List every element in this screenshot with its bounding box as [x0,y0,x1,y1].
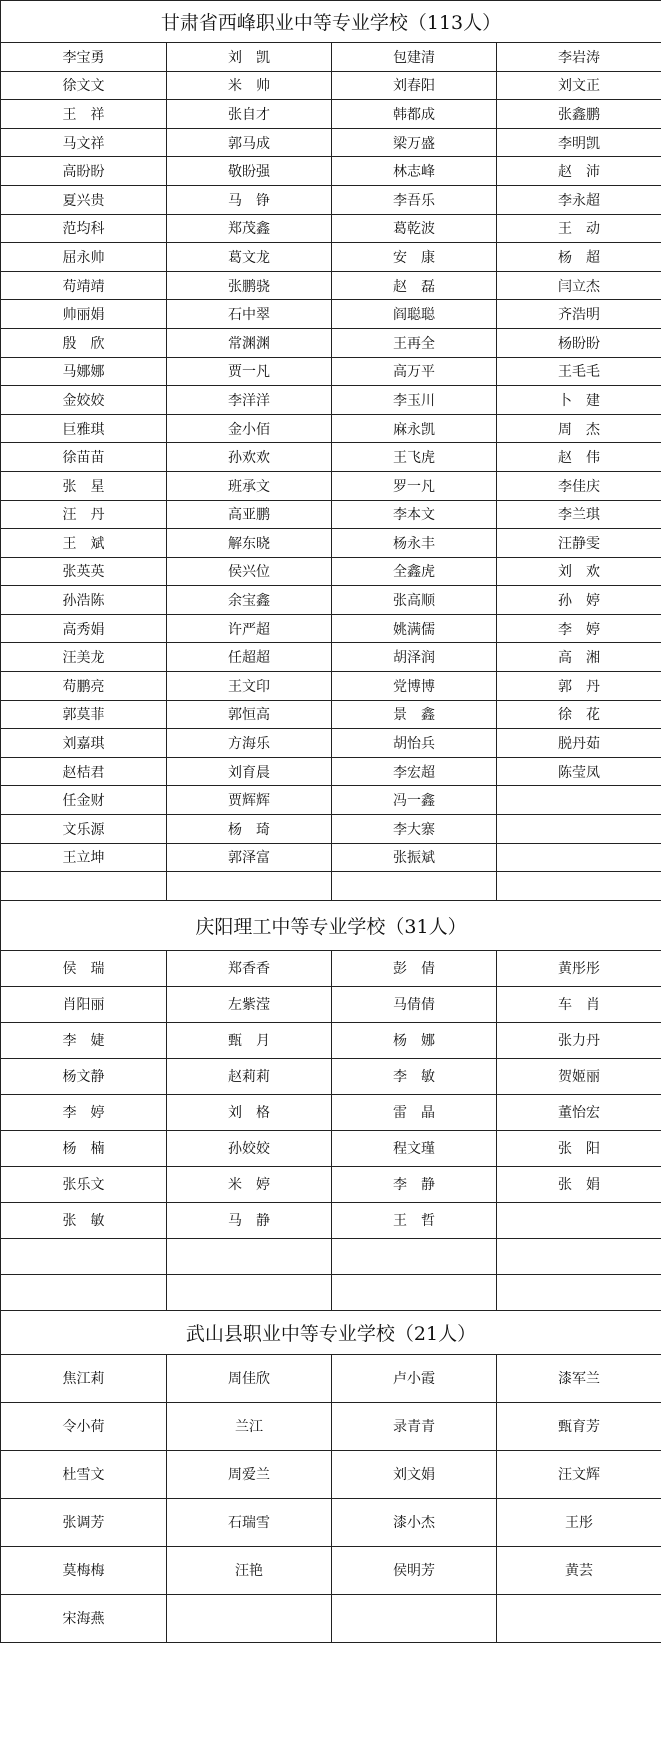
student-name-cell: 张乐文 [1,1166,167,1202]
student-name-cell: 李佳庆 [497,471,661,500]
table-row [1,214,661,243]
student-name-cell: 左紫滢 [167,986,332,1022]
table-row [1,71,661,100]
student-name-cell: 李玉川 [332,386,497,415]
table-row [1,1094,661,1130]
table-row [1,185,661,214]
table-row [1,357,661,386]
student-name-cell: 高万平 [332,357,497,386]
student-name-cell: 王 哲 [332,1202,497,1238]
student-name-cell: 高盼盼 [1,157,167,186]
student-name-cell: 刘育晨 [167,757,332,786]
student-name-cell: 李岩涛 [497,43,661,72]
student-name-cell: 彭 倩 [332,950,497,986]
student-name-cell: 车 肖 [497,986,661,1022]
table-row [1,1274,661,1310]
student-name-cell: 杨 楠 [1,1130,167,1166]
student-name-cell: 余宝鑫 [167,586,332,615]
table-row [1,950,661,986]
school-section-2 [0,900,661,1311]
student-name-cell: 张振斌 [332,843,497,872]
student-name-cell: 黄彤彤 [497,950,661,986]
student-name-cell: 周佳欣 [167,1354,332,1402]
student-name-cell: 郭恒高 [167,700,332,729]
student-name-cell: 王 祥 [1,100,167,129]
student-name-cell: 马娜娜 [1,357,167,386]
school-section-3 [0,1310,661,1643]
table-row [1,1450,661,1498]
table-row [1,986,661,1022]
student-name-cell: 孙欢欢 [167,443,332,472]
empty-cell [497,1594,661,1642]
table-row [1,815,661,844]
empty-cell [497,815,661,844]
student-name-cell: 侯 瑞 [1,950,167,986]
student-name-cell: 金小佰 [167,414,332,443]
student-name-cell: 葛乾波 [332,214,497,243]
empty-cell [497,1274,661,1310]
student-name-cell: 孙 婷 [497,586,661,615]
student-name-cell: 郭马成 [167,128,332,157]
student-name-cell: 胡怡兵 [332,729,497,758]
student-name-cell: 许严超 [167,614,332,643]
table-row [1,1202,661,1238]
student-name-cell: 卢小霞 [332,1354,497,1402]
student-name-cell: 侯兴位 [167,557,332,586]
student-name-cell: 王立坤 [1,843,167,872]
student-name-cell: 马文祥 [1,128,167,157]
student-name-cell: 方海乐 [167,729,332,758]
student-name-cell: 焦江莉 [1,1354,167,1402]
student-name-cell: 米 帅 [167,71,332,100]
student-name-cell: 杨文静 [1,1058,167,1094]
student-name-cell: 石瑞雪 [167,1498,332,1546]
student-name-cell: 麻永凯 [332,414,497,443]
student-name-cell: 常渊渊 [167,328,332,357]
student-name-cell: 甄 月 [167,1022,332,1058]
table-row [1,557,661,586]
student-name-cell: 刘嘉琪 [1,729,167,758]
student-name-cell: 党博博 [332,672,497,701]
student-name-cell: 杨 琦 [167,815,332,844]
empty-cell [332,1238,497,1274]
student-name-cell: 肖阳丽 [1,986,167,1022]
student-name-cell: 苟鹏亮 [1,672,167,701]
table-row [1,529,661,558]
empty-cell [1,1238,167,1274]
table-row [1,643,661,672]
student-name-cell: 韩都成 [332,100,497,129]
student-name-cell: 敬盼强 [167,157,332,186]
student-name-cell: 巨雅琪 [1,414,167,443]
student-name-cell: 徐 花 [497,700,661,729]
table-row [1,1546,661,1594]
student-name-cell: 王毛毛 [497,357,661,386]
student-name-cell: 刘 欢 [497,557,661,586]
student-name-cell: 杨 超 [497,243,661,272]
empty-cell [332,1274,497,1310]
student-name-cell: 金姣姣 [1,386,167,415]
student-name-cell: 刘文娟 [332,1450,497,1498]
table-row [1,443,661,472]
table-row [1,1130,661,1166]
student-name-cell: 徐苗苗 [1,443,167,472]
student-name-cell: 汪艳 [167,1546,332,1594]
student-name-cell: 张鹏骁 [167,271,332,300]
table-row [1,271,661,300]
student-name-cell: 张 娟 [497,1166,661,1202]
student-name-cell: 林志峰 [332,157,497,186]
table-row [1,1058,661,1094]
student-name-cell: 罗一凡 [332,471,497,500]
student-name-cell: 李 静 [332,1166,497,1202]
student-name-cell: 张英英 [1,557,167,586]
student-name-cell: 贾一凡 [167,357,332,386]
table-row [1,729,661,758]
table-row [1,1022,661,1058]
student-name-cell: 胡泽润 [332,643,497,672]
empty-cell [167,1274,332,1310]
student-name-cell: 李永超 [497,185,661,214]
table-row [1,386,661,415]
student-name-cell: 刘文正 [497,71,661,100]
student-name-cell: 刘 凯 [167,43,332,72]
table-row [1,843,661,872]
table-row [1,786,661,815]
empty-cell [497,786,661,815]
student-name-cell: 录青青 [332,1402,497,1450]
student-name-cell: 汪静雯 [497,529,661,558]
student-name-cell: 贺姬丽 [497,1058,661,1094]
student-name-cell: 漆军兰 [497,1354,661,1402]
student-name-cell: 杜雪文 [1,1450,167,1498]
empty-cell [167,1594,332,1642]
student-name-cell: 高秀娟 [1,614,167,643]
table-row [1,243,661,272]
table-row [1,672,661,701]
student-name-cell: 卜 建 [497,386,661,415]
student-name-cell: 全鑫虎 [332,557,497,586]
table-row [1,43,661,72]
student-name-cell: 解东晓 [167,529,332,558]
table-row [1,586,661,615]
table-row [1,414,661,443]
student-name-cell: 兰江 [167,1402,332,1450]
student-name-cell: 赵 磊 [332,271,497,300]
student-name-cell: 杨 娜 [332,1022,497,1058]
table-row [1,1594,661,1642]
student-name-cell: 侯明芳 [332,1546,497,1594]
student-name-cell: 姚满儒 [332,614,497,643]
school-title: 甘肃省西峰职业中等专业学校（113人） [1,1,661,43]
student-name-cell: 脱丹茹 [497,729,661,758]
student-name-cell: 苟靖靖 [1,271,167,300]
student-name-cell: 帅丽娟 [1,300,167,329]
student-name-cell: 孙浩陈 [1,586,167,615]
student-name-cell: 任金财 [1,786,167,815]
table-row [1,328,661,357]
student-name-cell: 文乐源 [1,815,167,844]
student-name-cell: 张 阳 [497,1130,661,1166]
student-name-cell: 郑香香 [167,950,332,986]
empty-cell [497,1238,661,1274]
student-name-cell: 李宏超 [332,757,497,786]
student-name-cell: 包建清 [332,43,497,72]
student-name-cell: 王文印 [167,672,332,701]
student-name-cell: 张力丹 [497,1022,661,1058]
empty-cell [497,872,661,901]
student-name-cell: 郭 丹 [497,672,661,701]
empty-cell [497,1202,661,1238]
student-name-cell: 董怡宏 [497,1094,661,1130]
student-name-cell: 屈永帅 [1,243,167,272]
student-name-cell: 李宝勇 [1,43,167,72]
student-name-cell: 令小荷 [1,1402,167,1450]
student-name-cell: 杨盼盼 [497,328,661,357]
student-name-cell: 李 婷 [497,614,661,643]
student-name-cell: 王飞虎 [332,443,497,472]
table-row [1,300,661,329]
student-name-cell: 周 杰 [497,414,661,443]
empty-cell [332,1594,497,1642]
student-name-cell: 莫梅梅 [1,1546,167,1594]
student-name-cell: 甄育芳 [497,1402,661,1450]
student-name-cell: 贾辉辉 [167,786,332,815]
school-title: 庆阳理工中等专业学校（31人） [1,900,661,950]
empty-cell [167,1238,332,1274]
student-name-cell: 张鑫鹏 [497,100,661,129]
table-row [1,700,661,729]
student-name-cell: 郭莫菲 [1,700,167,729]
student-name-cell: 王 动 [497,214,661,243]
student-name-cell: 郑茂鑫 [167,214,332,243]
student-name-cell: 汪美龙 [1,643,167,672]
student-name-cell: 李本文 [332,500,497,529]
student-name-cell: 陈莹凤 [497,757,661,786]
student-name-cell: 汪文辉 [497,1450,661,1498]
table-row [1,1354,661,1402]
student-name-cell: 周爱兰 [167,1450,332,1498]
student-name-cell: 马 静 [167,1202,332,1238]
table-row [1,1498,661,1546]
student-name-cell: 雷 晶 [332,1094,497,1130]
student-name-cell: 李明凯 [497,128,661,157]
student-name-cell: 黄芸 [497,1546,661,1594]
student-name-cell: 郭泽富 [167,843,332,872]
student-name-cell: 李洋洋 [167,386,332,415]
student-name-cell: 李 婷 [1,1094,167,1130]
table-row [1,100,661,129]
student-name-cell: 程文瑾 [332,1130,497,1166]
student-name-cell: 冯一鑫 [332,786,497,815]
table-row [1,614,661,643]
student-name-cell: 刘春阳 [332,71,497,100]
table-row [1,1166,661,1202]
student-name-cell: 高 湘 [497,643,661,672]
student-name-cell: 张调芳 [1,1498,167,1546]
student-name-cell: 马 铮 [167,185,332,214]
student-name-cell: 葛文龙 [167,243,332,272]
table-row [1,500,661,529]
student-name-cell: 任超超 [167,643,332,672]
student-name-cell: 李兰琪 [497,500,661,529]
empty-cell [332,872,497,901]
student-name-cell: 漆小杰 [332,1498,497,1546]
student-name-cell: 石中翠 [167,300,332,329]
student-name-cell: 李大寨 [332,815,497,844]
empty-cell [1,872,167,901]
student-name-cell: 张 星 [1,471,167,500]
table-row [1,872,661,901]
student-name-cell: 米 婷 [167,1166,332,1202]
student-name-cell: 安 康 [332,243,497,272]
student-name-cell: 杨永丰 [332,529,497,558]
student-name-cell: 孙姣姣 [167,1130,332,1166]
student-name-cell: 梁万盛 [332,128,497,157]
school-title: 武山县职业中等专业学校（21人） [1,1310,661,1354]
student-name-cell: 殷 欣 [1,328,167,357]
student-name-cell: 齐浩明 [497,300,661,329]
table-row [1,471,661,500]
student-name-cell: 赵桔君 [1,757,167,786]
table-row [1,757,661,786]
student-name-cell: 景 鑫 [332,700,497,729]
table-row [1,157,661,186]
empty-cell [1,1274,167,1310]
student-name-cell: 李吾乐 [332,185,497,214]
student-name-cell: 马倩倩 [332,986,497,1022]
table-row [1,1402,661,1450]
empty-cell [497,843,661,872]
student-name-cell: 王再全 [332,328,497,357]
student-name-cell: 汪 丹 [1,500,167,529]
empty-cell [167,872,332,901]
student-name-cell: 徐文文 [1,71,167,100]
student-name-cell: 王彤 [497,1498,661,1546]
student-name-cell: 赵 伟 [497,443,661,472]
student-name-cell: 张 敏 [1,1202,167,1238]
student-name-cell: 张高顺 [332,586,497,615]
student-name-cell: 李 婕 [1,1022,167,1058]
student-name-cell: 阎聪聪 [332,300,497,329]
student-name-cell: 夏兴贵 [1,185,167,214]
student-name-cell: 赵莉莉 [167,1058,332,1094]
student-name-cell: 闫立杰 [497,271,661,300]
table-row [1,1238,661,1274]
student-name-cell: 赵 沛 [497,157,661,186]
student-name-cell: 张自才 [167,100,332,129]
student-name-cell: 刘 格 [167,1094,332,1130]
student-name-cell: 班承文 [167,471,332,500]
student-name-cell: 宋海燕 [1,1594,167,1642]
table-row [1,128,661,157]
student-name-cell: 范均科 [1,214,167,243]
student-name-cell: 高亚鹏 [167,500,332,529]
student-name-cell: 李 敏 [332,1058,497,1094]
student-name-cell: 王 斌 [1,529,167,558]
